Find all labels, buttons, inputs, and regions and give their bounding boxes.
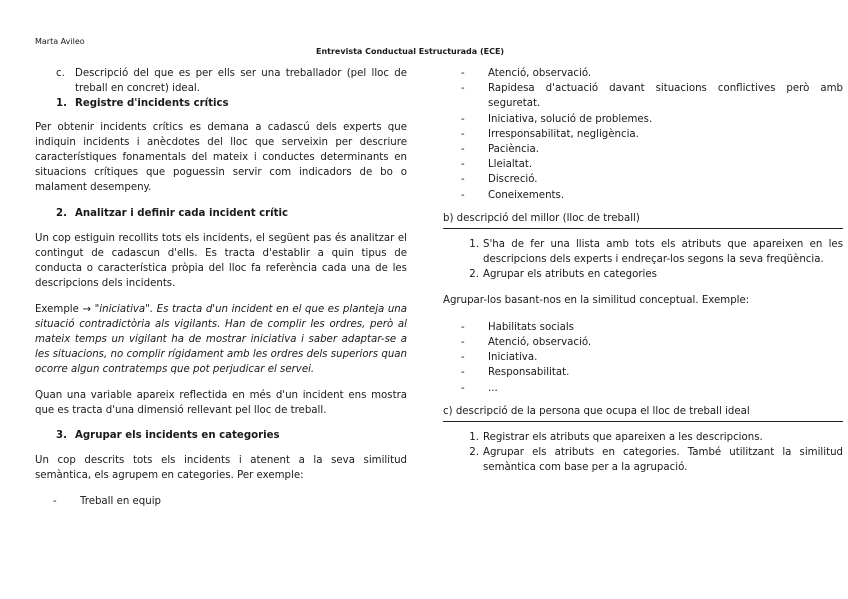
section-heading-3 [56, 428, 407, 443]
list-item [443, 335, 843, 350]
list-dash: - [461, 352, 465, 364]
list-dash: - [461, 174, 465, 186]
numbered-item [443, 430, 843, 445]
numbered-item [443, 445, 843, 475]
section-heading-c: c) descripció de la persona que ocupa el lloc de treball ideal [443, 404, 843, 422]
list-item-c [35, 66, 407, 96]
list-item-text: Irresponsabilitat, negligència. [488, 128, 639, 140]
list-item [443, 127, 843, 142]
list-item-text: Rapidesa d'actuació davant situacions conflictives però amb seguretat. [488, 83, 843, 110]
document-title: Entrevista Conductual Estructurada (ECE) [316, 47, 505, 56]
list-item-text: Treball en equip [80, 495, 162, 507]
numbered-item [443, 237, 843, 267]
list-item-text: Registrar els atributs que apareixen a les descripcions. [483, 432, 763, 444]
list-item [443, 350, 843, 365]
list-item [443, 320, 843, 335]
heading-number: 1. [56, 98, 67, 110]
list-item-text: Discreció. [488, 174, 538, 186]
paragraph-example [35, 302, 407, 378]
heading-number: 2. [56, 207, 67, 219]
list-number: 1. [469, 432, 479, 444]
list-item-text: Atenció, observació. [488, 337, 592, 349]
example-lead: Exemple → [35, 303, 95, 315]
paragraph-variable: Quan una variable apareix reflectida en més d'un incident ens mostra que es tracta d'una dimensió rellevant pel lloc de treball. [35, 389, 407, 416]
list-item-text: Iniciativa. [488, 352, 538, 364]
list-dash: - [461, 144, 465, 156]
list-dash: - [461, 367, 465, 379]
list-number: 2. [469, 447, 479, 459]
list-item [443, 365, 843, 380]
list-item-text: Descripció del que es per ells ser una treballador (pel lloc de treball en concret) ideal. [75, 68, 407, 95]
list-dash: - [461, 68, 465, 79]
list-dash: - [461, 189, 465, 201]
list-item [443, 381, 843, 396]
list-dash: - [461, 113, 465, 125]
list-item-text: Coneixements. [488, 189, 565, 201]
list-item [443, 188, 843, 203]
list-dash: - [461, 83, 465, 95]
list-dash: - [461, 337, 465, 349]
list-item [443, 157, 843, 172]
heading-number: 3. [56, 430, 67, 442]
list-item [443, 142, 843, 157]
right-column [443, 66, 843, 476]
list-dash: - [461, 321, 465, 333]
paragraph-group: Un cop descrits tots els incidents i atenent a la seva similitud semàntica, els agrupem en categories. Per exemple: [35, 455, 407, 482]
list-marker: c. [56, 68, 65, 79]
left-column [35, 66, 407, 509]
section-heading-1 [56, 96, 407, 111]
section-heading-b: b) descripció del millor (lloc de treball) [443, 211, 843, 229]
list-item-text: Iniciativa, solució de problemes. [488, 113, 653, 125]
list-item-text: Paciència. [488, 144, 539, 156]
list-item-text: Agrupar els atributs en categories. També utilitzant la similitud semàntica com base per a la agrupació. [483, 447, 843, 474]
list-dash: - [461, 159, 465, 171]
list-item-text: Atenció, observació. [488, 68, 592, 79]
author-name: Marta Avileo [35, 37, 85, 46]
list-dash: - [53, 495, 57, 507]
numbered-item [443, 267, 843, 282]
heading-text: Agrupar els incidents en categories [75, 430, 280, 442]
paragraph-group-concept: Agrupar-los basant-nos en la similitud conceptual. Exemple: [443, 294, 750, 306]
heading-text: Analitzar i definir cada incident crític [75, 207, 289, 219]
paragraph-analyze: Un cop estiguin recollits tots els incidents, el següent pas és analitzar el contingut de cadascun d'ells. Es tracta d'establir a quin tipus de conducta o característica pròpia del lloc fa referència cada una de les descripcions dels incidents. [35, 232, 407, 290]
list-number: 2. [469, 269, 479, 281]
list-item-text: ... [488, 382, 498, 394]
paragraph-critical-incidents: Per obtenir incidents crítics es demana a cadascú dels experts que indiquin incidents i anècdotes del lloc que serveixin per descriure característiques fonamentals del mateix i conductes determinants en situacions crítiques que poguessin servir com indicadors de bo o malament desempeny. [35, 121, 407, 194]
list-item-text: S'ha de fer una llista amb tots els atributs que apareixen en les descripcions dels experts i endreçar-los segons la seva freqüència. [483, 239, 843, 266]
list-item [35, 494, 407, 509]
list-item [443, 112, 843, 127]
section-heading-2 [56, 206, 407, 221]
list-item-text: Responsabilitat. [488, 367, 570, 379]
list-item [443, 172, 843, 187]
list-dash: - [461, 382, 465, 394]
list-item-text: Agrupar els atributs en categories [483, 269, 657, 281]
heading-text: Registre d'incidents crítics [75, 98, 229, 110]
list-dash: - [461, 128, 465, 140]
list-item-text: Lleialtat. [488, 159, 533, 171]
list-number: 1. [469, 239, 479, 251]
list-item-text: Habilitats socials [488, 321, 574, 333]
example-text: "iniciativa". Es tracta d'un incident en el que es planteja una situació contradictòria als vigilants. Han de complir les ordres, però al mateix temps un vigilant ha de mostrar iniciativa i saber adaptar-se a les situacions, no complir rígidament amb les ordres dels superiors quan ocorre algun contratemps que pot perjudicar el servei. [35, 303, 407, 376]
list-item [443, 81, 843, 111]
list-item [443, 66, 843, 81]
